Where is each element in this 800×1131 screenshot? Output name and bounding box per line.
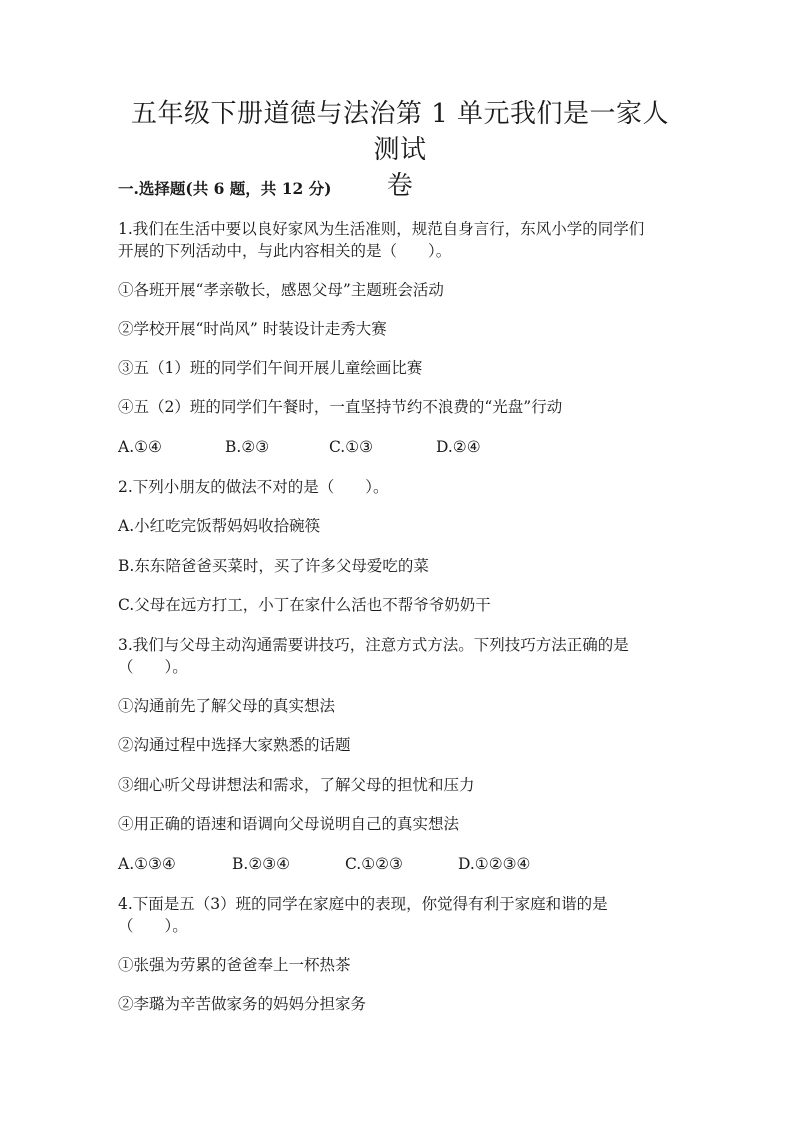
q3-item-4: ④用正确的语速和语调向父母说明自己的真实想法: [118, 815, 460, 833]
q1-stem-line-2: 开展的下列活动中，与此内容相关的是（ ）。: [118, 242, 452, 260]
q1-option-c: C.①③: [329, 438, 374, 456]
title-line-1: 五年级下册道德与法治第 1 单元我们是一家人测试: [130, 99, 670, 165]
q1-item-2: ②学校开展“时尚风” 时装设计走秀大赛: [118, 320, 387, 338]
q1-option-b: B.②③: [225, 438, 270, 456]
q2-item-a: A.小红吃完饭帮妈妈收拾碗筷: [118, 517, 321, 535]
q1-item-4: ④五（2）班的同学们午餐时，一直坚持节约不浪费的“光盘”行动: [118, 398, 563, 416]
q3-stem-line-2: （ ）。: [118, 658, 188, 676]
q4-stem-line-1: 4.下面是五（3）班的同学在家庭中的表现，你觉得有利于家庭和谐的是: [118, 895, 608, 913]
q2-stem: 2.下列小朋友的做法不对的是（ ）。: [118, 478, 389, 496]
q2-item-c: C.父母在远方打工，小丁在家什么活也不帮爷爷奶奶干: [118, 596, 491, 614]
section-heading: 一.选择题(共 6 题，共 12 分): [118, 179, 332, 198]
q4-item-1: ①张强为劳累的爸爸奉上一杯热茶: [118, 956, 351, 974]
q3-item-2: ②沟通过程中选择大家熟悉的话题: [118, 736, 351, 754]
q1-stem-line-1: 1.我们在生活中要以良好家风为生活准则，规范自身言行，东风小学的同学们: [118, 220, 645, 238]
title-line-2: 卷: [386, 171, 414, 201]
q3-option-d: D.①②③④: [458, 855, 531, 873]
q4-item-2: ②李璐为辛苦做家务的妈妈分担家务: [118, 995, 367, 1013]
q2-item-b: B.东东陪爸爸买菜时，买了许多父母爱吃的菜: [118, 557, 429, 575]
q3-option-b: B.②③④: [232, 855, 291, 873]
q3-stem-line-1: 3.我们与父母主动沟通需要讲技巧，注意方式方法。下列技巧方法正确的是: [118, 636, 629, 654]
q1-option-d: D.②④: [436, 438, 481, 456]
q3-option-a: A.①③④: [118, 855, 176, 873]
q3-option-c: C.①②③: [345, 855, 403, 873]
q3-item-1: ①沟通前先了解父母的真实想法: [118, 697, 336, 715]
q1-option-a: A.①④: [118, 438, 162, 456]
q3-item-3: ③细心听父母讲想法和需求，了解父母的担忧和压力: [118, 776, 475, 794]
q4-stem-line-2: （ ）。: [118, 917, 188, 935]
q1-item-1: ①各班开展“孝亲敬长，感恩父母”主题班会活动: [118, 281, 444, 299]
q1-item-3: ③五（1）班的同学们午间开展儿童绘画比赛: [118, 359, 423, 377]
